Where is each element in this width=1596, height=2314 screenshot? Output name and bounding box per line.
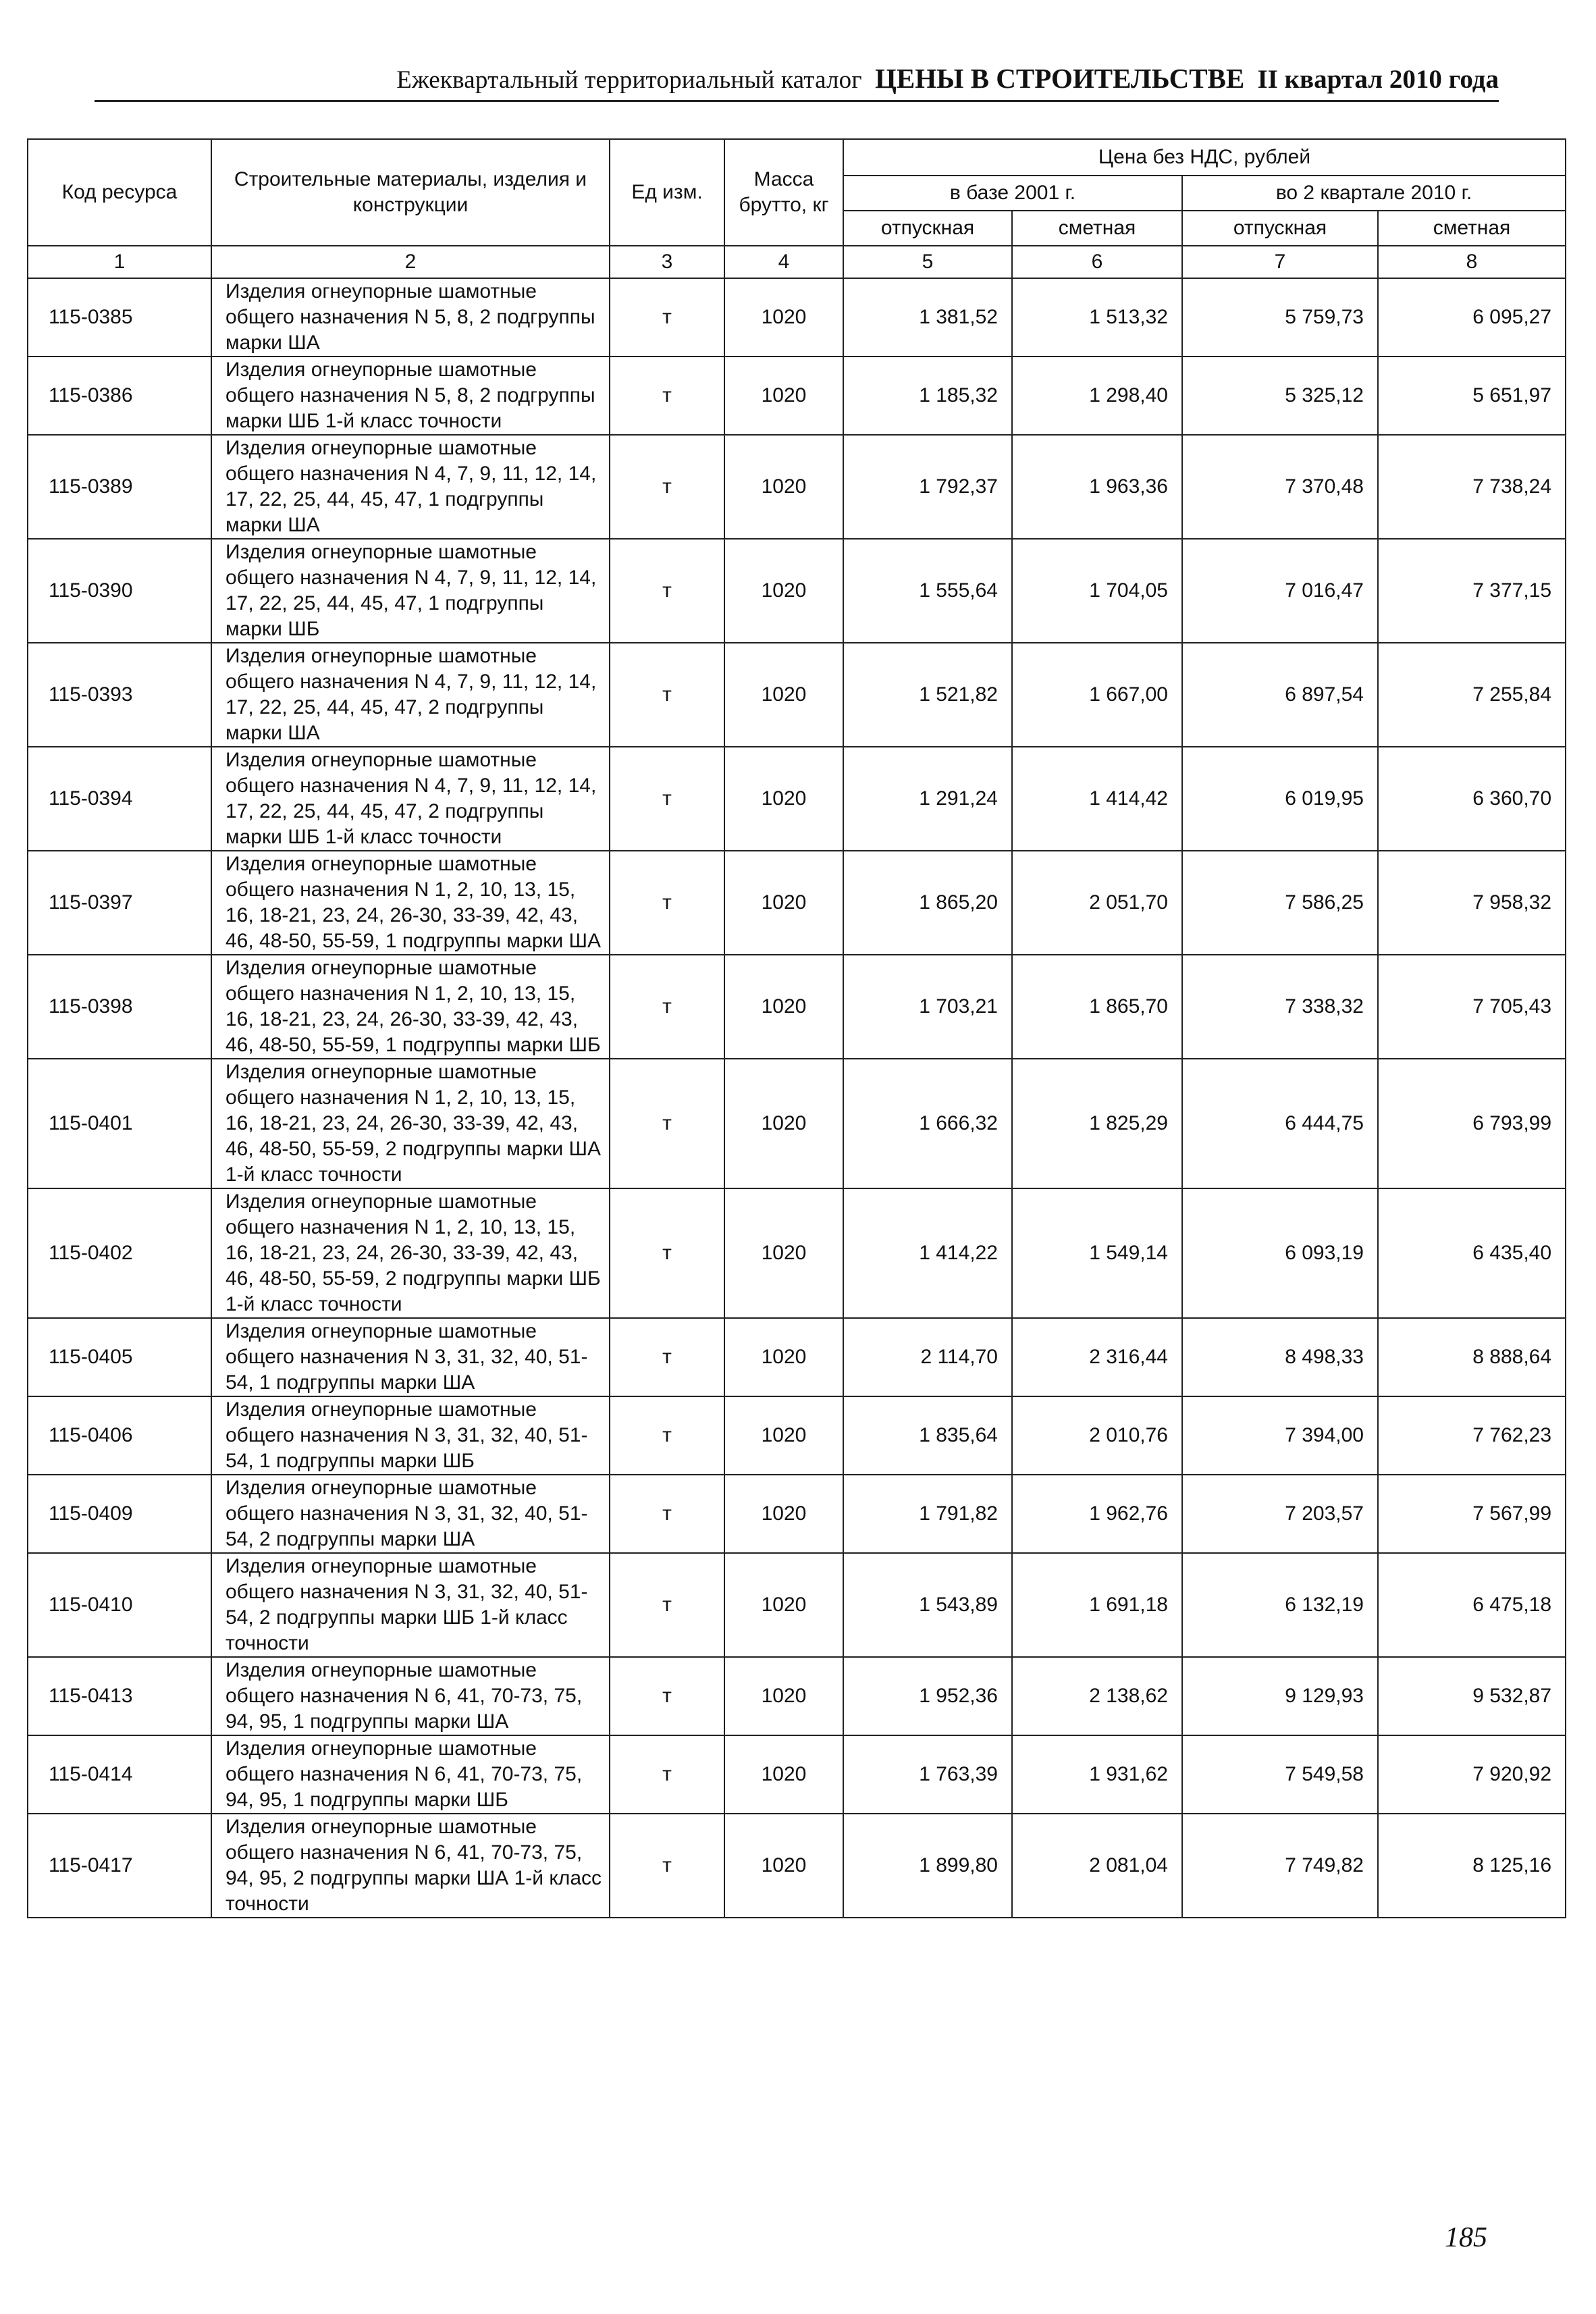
base-estimate-price-cell: 2 138,62: [1012, 1657, 1182, 1735]
col-q-estimate-header: сметная: [1378, 211, 1566, 246]
mass-cell: 1020: [724, 278, 843, 357]
base-estimate-price-cell: 1 549,14: [1012, 1188, 1182, 1318]
q2-release-price-cell: 9 129,93: [1182, 1657, 1378, 1735]
unit-cell: т: [610, 357, 724, 435]
base-estimate-price-cell: 1 962,76: [1012, 1475, 1182, 1553]
q2-estimate-price-cell: 6 360,70: [1378, 747, 1566, 851]
material-name-cell: Изделия огнеупорные шамотные общего назначения N 1, 2, 10, 13, 15, 16, 18-21, 23, 24, 26-30, 33-39, 42, 43, 46, 48-50, 55-59, 1 подгруппы марки ША: [211, 851, 610, 955]
q2-release-price-cell: 7 549,58: [1182, 1735, 1378, 1814]
table-body: [28, 278, 1566, 1918]
material-name-cell: Изделия огнеупорные шамотные общего назначения N 4, 7, 9, 11, 12, 14, 17, 22, 25, 44, 45, 47, 2 подгруппы марки ШБ 1-й класс точности: [211, 747, 610, 851]
q2-estimate-price-cell: 9 532,87: [1378, 1657, 1566, 1735]
base-release-price-cell: 2 114,70: [843, 1318, 1012, 1396]
catalog-title: Ежеквартальный территориальный каталог: [396, 66, 862, 94]
base-estimate-price-cell: 2 081,04: [1012, 1814, 1182, 1918]
q2-release-price-cell: 7 016,47: [1182, 539, 1378, 643]
base-release-price-cell: 1 899,80: [843, 1814, 1012, 1918]
q2-release-price-cell: 6 019,95: [1182, 747, 1378, 851]
q2-estimate-price-cell: 8 125,16: [1378, 1814, 1566, 1918]
base-release-price-cell: 1 555,64: [843, 539, 1012, 643]
mass-cell: 1020: [724, 1396, 843, 1475]
base-release-price-cell: 1 666,32: [843, 1059, 1012, 1188]
material-name-cell: Изделия огнеупорные шамотные общего назначения N 3, 31, 32, 40, 51-54, 2 подгруппы марки ША: [211, 1475, 610, 1553]
unit-cell: т: [610, 1188, 724, 1318]
resource-code-cell: 115-0386: [28, 357, 211, 435]
unit-cell: т: [610, 435, 724, 539]
unit-cell: т: [610, 1396, 724, 1475]
page-number: 185: [1445, 2222, 1487, 2253]
resource-code-cell: 115-0405: [28, 1318, 211, 1396]
base-estimate-price-cell: 2 010,76: [1012, 1396, 1182, 1475]
base-release-price-cell: 1 543,89: [843, 1553, 1012, 1657]
col-materials-header: Строительные материалы, изделия и конструкции: [211, 139, 610, 246]
q2-release-price-cell: 5 325,12: [1182, 357, 1378, 435]
base-release-price-cell: 1 185,32: [843, 357, 1012, 435]
col-price-group-header: Цена без НДС, рублей: [843, 139, 1566, 176]
material-name-cell: Изделия огнеупорные шамотные общего назначения N 4, 7, 9, 11, 12, 14, 17, 22, 25, 44, 45, 47, 1 подгруппы марки ШБ: [211, 539, 610, 643]
base-estimate-price-cell: 1 825,29: [1012, 1059, 1182, 1188]
q2-estimate-price-cell: 7 738,24: [1378, 435, 1566, 539]
base-release-price-cell: 1 835,64: [843, 1396, 1012, 1475]
base-release-price-cell: 1 865,20: [843, 851, 1012, 955]
page-header: [95, 62, 1499, 102]
table-row: [28, 1059, 1566, 1188]
q2-estimate-price-cell: 5 651,97: [1378, 357, 1566, 435]
material-name-cell: Изделия огнеупорные шамотные общего назначения N 3, 31, 32, 40, 51-54, 1 подгруппы марки ШБ: [211, 1396, 610, 1475]
base-estimate-price-cell: 2 316,44: [1012, 1318, 1182, 1396]
q2-estimate-price-cell: 6 435,40: [1378, 1188, 1566, 1318]
base-release-price-cell: 1 792,37: [843, 435, 1012, 539]
q2-estimate-price-cell: 7 705,43: [1378, 955, 1566, 1059]
material-name-cell: Изделия огнеупорные шамотные общего назначения N 3, 31, 32, 40, 51-54, 2 подгруппы марки ШБ 1-й класс точности: [211, 1553, 610, 1657]
resource-code-cell: 115-0414: [28, 1735, 211, 1814]
unit-cell: т: [610, 955, 724, 1059]
unit-cell: т: [610, 1735, 724, 1814]
base-release-price-cell: 1 952,36: [843, 1657, 1012, 1735]
mass-cell: 1020: [724, 1059, 843, 1188]
table-row: [28, 1814, 1566, 1918]
q2-release-price-cell: 6 093,19: [1182, 1188, 1378, 1318]
resource-code-cell: 115-0410: [28, 1553, 211, 1657]
base-estimate-price-cell: 1 704,05: [1012, 539, 1182, 643]
col-number: 2: [211, 246, 610, 278]
resource-code-cell: 115-0389: [28, 435, 211, 539]
mass-cell: 1020: [724, 1657, 843, 1735]
mass-cell: 1020: [724, 747, 843, 851]
q2-release-price-cell: 5 759,73: [1182, 278, 1378, 357]
table-row: [28, 1318, 1566, 1396]
table-row: [28, 539, 1566, 643]
price-table: [27, 138, 1566, 1918]
base-estimate-price-cell: 1 931,62: [1012, 1735, 1182, 1814]
table-row: [28, 851, 1566, 955]
mass-cell: 1020: [724, 851, 843, 955]
q2-release-price-cell: 7 394,00: [1182, 1396, 1378, 1475]
mass-cell: 1020: [724, 435, 843, 539]
col-q-release-header: отпускная: [1182, 211, 1378, 246]
unit-cell: т: [610, 747, 724, 851]
q2-estimate-price-cell: 7 920,92: [1378, 1735, 1566, 1814]
q2-estimate-price-cell: 7 377,15: [1378, 539, 1566, 643]
col-base-release-header: отпускная: [843, 211, 1012, 246]
q2-release-price-cell: 6 444,75: [1182, 1059, 1378, 1188]
material-name-cell: Изделия огнеупорные шамотные общего назначения N 3, 31, 32, 40, 51-54, 1 подгруппы марки ША: [211, 1318, 610, 1396]
unit-cell: т: [610, 851, 724, 955]
material-name-cell: Изделия огнеупорные шамотные общего назначения N 6, 41, 70-73, 75, 94, 95, 1 подгруппы марки ША: [211, 1657, 610, 1735]
mass-cell: 1020: [724, 539, 843, 643]
col-number: 3: [610, 246, 724, 278]
material-name-cell: Изделия огнеупорные шамотные общего назначения N 1, 2, 10, 13, 15, 16, 18-21, 23, 24, 26-30, 33-39, 42, 43, 46, 48-50, 55-59, 2 подгруппы марки ШБ 1-й класс точности: [211, 1188, 610, 1318]
base-estimate-price-cell: 1 298,40: [1012, 357, 1182, 435]
resource-code-cell: 115-0406: [28, 1396, 211, 1475]
resource-code-cell: 115-0394: [28, 747, 211, 851]
table-row: [28, 1735, 1566, 1814]
unit-cell: т: [610, 1814, 724, 1918]
material-name-cell: Изделия огнеупорные шамотные общего назначения N 1, 2, 10, 13, 15, 16, 18-21, 23, 24, 26-30, 33-39, 42, 43, 46, 48-50, 55-59, 1 подгруппы марки ШБ: [211, 955, 610, 1059]
material-name-cell: Изделия огнеупорные шамотные общего назначения N 4, 7, 9, 11, 12, 14, 17, 22, 25, 44, 45, 47, 1 подгруппы марки ША: [211, 435, 610, 539]
base-release-price-cell: 1 703,21: [843, 955, 1012, 1059]
col-number: 7: [1182, 246, 1378, 278]
base-estimate-price-cell: 1 667,00: [1012, 643, 1182, 747]
q2-release-price-cell: 8 498,33: [1182, 1318, 1378, 1396]
resource-code-cell: 115-0417: [28, 1814, 211, 1918]
unit-cell: т: [610, 539, 724, 643]
resource-code-cell: 115-0398: [28, 955, 211, 1059]
unit-cell: т: [610, 643, 724, 747]
base-release-price-cell: 1 414,22: [843, 1188, 1012, 1318]
table-row: [28, 357, 1566, 435]
mass-cell: 1020: [724, 1553, 843, 1657]
unit-cell: т: [610, 1059, 724, 1188]
column-numbers-row: [28, 246, 1566, 278]
material-name-cell: Изделия огнеупорные шамотные общего назначения N 6, 41, 70-73, 75, 94, 95, 2 подгруппы марки ША 1-й класс точности: [211, 1814, 610, 1918]
resource-code-cell: 115-0402: [28, 1188, 211, 1318]
mass-cell: 1020: [724, 643, 843, 747]
base-estimate-price-cell: 1 963,36: [1012, 435, 1182, 539]
table-row: [28, 1396, 1566, 1475]
table-row: [28, 278, 1566, 357]
unit-cell: т: [610, 278, 724, 357]
col-unit-header: Ед изм.: [610, 139, 724, 246]
q2-release-price-cell: 6 897,54: [1182, 643, 1378, 747]
base-estimate-price-cell: 1 691,18: [1012, 1553, 1182, 1657]
table-row: [28, 955, 1566, 1059]
table-row: [28, 1657, 1566, 1735]
unit-cell: т: [610, 1318, 724, 1396]
base-release-price-cell: 1 521,82: [843, 643, 1012, 747]
mass-cell: 1020: [724, 1735, 843, 1814]
material-name-cell: Изделия огнеупорные шамотные общего назначения N 5, 8, 2 подгруппы марки ШБ 1-й класс точности: [211, 357, 610, 435]
col-number: 4: [724, 246, 843, 278]
base-estimate-price-cell: 1 865,70: [1012, 955, 1182, 1059]
q2-release-price-cell: 7 586,25: [1182, 851, 1378, 955]
col-number: 5: [843, 246, 1012, 278]
q2-estimate-price-cell: 7 762,23: [1378, 1396, 1566, 1475]
base-release-price-cell: 1 291,24: [843, 747, 1012, 851]
col-number: 8: [1378, 246, 1566, 278]
table-row: [28, 1553, 1566, 1657]
col-base-2001-header: в базе 2001 г.: [843, 176, 1182, 211]
unit-cell: т: [610, 1657, 724, 1735]
table-row: [28, 435, 1566, 539]
table-header: [28, 139, 1566, 278]
base-release-price-cell: 1 381,52: [843, 278, 1012, 357]
base-release-price-cell: 1 791,82: [843, 1475, 1012, 1553]
material-name-cell: Изделия огнеупорные шамотные общего назначения N 6, 41, 70-73, 75, 94, 95, 1 подгруппы марки ШБ: [211, 1735, 610, 1814]
q2-estimate-price-cell: 6 475,18: [1378, 1553, 1566, 1657]
resource-code-cell: 115-0409: [28, 1475, 211, 1553]
mass-cell: 1020: [724, 1814, 843, 1918]
col-number: 1: [28, 246, 211, 278]
q2-release-price-cell: 7 338,32: [1182, 955, 1378, 1059]
unit-cell: т: [610, 1553, 724, 1657]
resource-code-cell: 115-0393: [28, 643, 211, 747]
resource-code-cell: 115-0385: [28, 278, 211, 357]
col-q2-2010-header: во 2 квартале 2010 г.: [1182, 176, 1566, 211]
q2-estimate-price-cell: 6 095,27: [1378, 278, 1566, 357]
resource-code-cell: 115-0397: [28, 851, 211, 955]
table-row: [28, 643, 1566, 747]
resource-code-cell: 115-0390: [28, 539, 211, 643]
q2-estimate-price-cell: 6 793,99: [1378, 1059, 1566, 1188]
mass-cell: 1020: [724, 1475, 843, 1553]
col-number: 6: [1012, 246, 1182, 278]
q2-release-price-cell: 7 749,82: [1182, 1814, 1378, 1918]
catalog-period: II квартал 2010 года: [1257, 65, 1499, 94]
table-row: [28, 1188, 1566, 1318]
unit-cell: т: [610, 1475, 724, 1553]
base-estimate-price-cell: 1 513,32: [1012, 278, 1182, 357]
col-mass-header: Масса брутто, кг: [724, 139, 843, 246]
q2-estimate-price-cell: 7 255,84: [1378, 643, 1566, 747]
q2-release-price-cell: 6 132,19: [1182, 1553, 1378, 1657]
q2-estimate-price-cell: 8 888,64: [1378, 1318, 1566, 1396]
base-estimate-price-cell: 1 414,42: [1012, 747, 1182, 851]
mass-cell: 1020: [724, 357, 843, 435]
table-row: [28, 747, 1566, 851]
col-base-estimate-header: сметная: [1012, 211, 1182, 246]
mass-cell: 1020: [724, 1318, 843, 1396]
catalog-name: ЦЕНЫ В СТРОИТЕЛЬСТВЕ: [875, 63, 1245, 94]
base-release-price-cell: 1 763,39: [843, 1735, 1012, 1814]
base-estimate-price-cell: 2 051,70: [1012, 851, 1182, 955]
resource-code-cell: 115-0413: [28, 1657, 211, 1735]
mass-cell: 1020: [724, 955, 843, 1059]
col-code-header: Код ресурса: [28, 139, 211, 246]
material-name-cell: Изделия огнеупорные шамотные общего назначения N 5, 8, 2 подгруппы марки ША: [211, 278, 610, 357]
q2-release-price-cell: 7 203,57: [1182, 1475, 1378, 1553]
material-name-cell: Изделия огнеупорные шамотные общего назначения N 1, 2, 10, 13, 15, 16, 18-21, 23, 24, 26-30, 33-39, 42, 43, 46, 48-50, 55-59, 2 подгруппы марки ША 1-й класс точности: [211, 1059, 610, 1188]
table-row: [28, 1475, 1566, 1553]
material-name-cell: Изделия огнеупорные шамотные общего назначения N 4, 7, 9, 11, 12, 14, 17, 22, 25, 44, 45, 47, 2 подгруппы марки ША: [211, 643, 610, 747]
q2-estimate-price-cell: 7 567,99: [1378, 1475, 1566, 1553]
mass-cell: 1020: [724, 1188, 843, 1318]
resource-code-cell: 115-0401: [28, 1059, 211, 1188]
q2-estimate-price-cell: 7 958,32: [1378, 851, 1566, 955]
q2-release-price-cell: 7 370,48: [1182, 435, 1378, 539]
